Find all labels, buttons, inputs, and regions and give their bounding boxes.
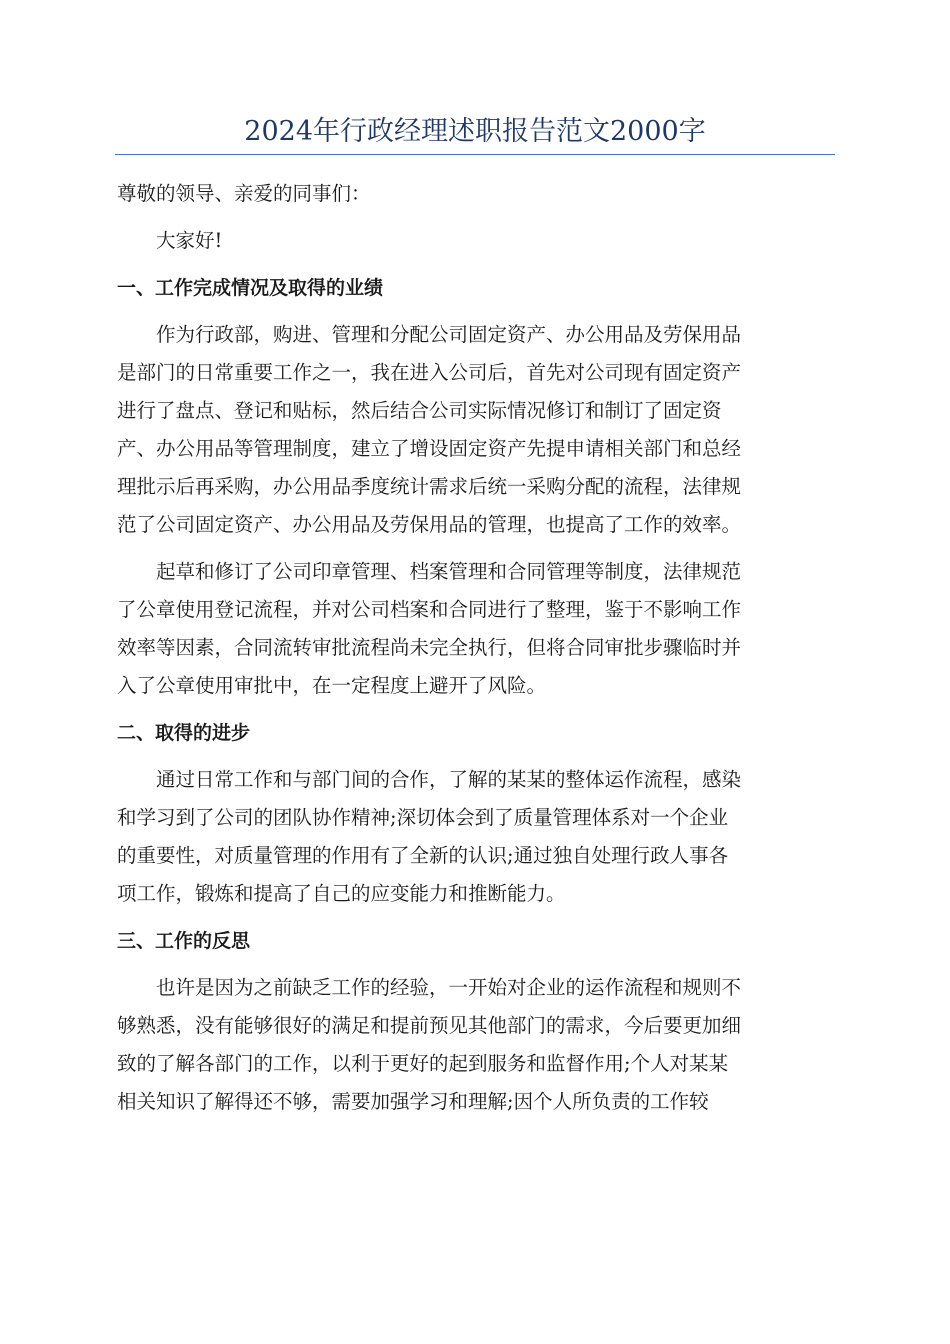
paragraph-line: 相关知识了解得还不够，需要加强学习和理解;因个人所负责的工作较 — [117, 1090, 709, 1113]
paragraph-line: 也许是因为之前缺乏工作的经验，一开始对企业的运作流程和规则不 — [156, 976, 742, 999]
body-paragraph — [117, 316, 833, 544]
body-paragraph — [117, 761, 833, 913]
paragraph-line: 产、办公用品等管理制度，建立了增设固定资产先提申请相关部门和总经 — [117, 437, 742, 460]
title-underline — [115, 154, 835, 155]
document-title: 2024年行政经理述职报告范文2000字 — [244, 116, 706, 147]
paragraph-line: 进行了盘点、登记和贴标，然后结合公司实际情况修订和制订了固定资 — [117, 399, 722, 422]
body-paragraph — [117, 553, 833, 705]
paragraph-line: 和学习到了公司的团队协作精神;深切体会到了质量管理体系对一个企业 — [117, 806, 729, 829]
sections-container — [117, 269, 833, 1121]
section-heading: 三、工作的反思 — [117, 930, 251, 952]
greeting: 大家好! — [156, 229, 223, 252]
document-body — [117, 175, 833, 1121]
section-heading: 二、取得的进步 — [117, 722, 251, 744]
paragraph-line: 作为行政部，购进、管理和分配公司固定资产、办公用品及劳保用品 — [156, 323, 742, 346]
paragraph-line: 通过日常工作和与部门间的合作，了解的某某的整体运作流程，感染 — [156, 768, 742, 791]
paragraph-line: 项工作，锻炼和提高了自己的应变能力和推断能力。 — [117, 882, 566, 905]
body-paragraph — [117, 969, 833, 1121]
paragraph-line: 理批示后再采购，办公用品季度统计需求后统一采购分配的流程，法律规 — [117, 475, 742, 498]
paragraph-line: 起草和修订了公司印章管理、档案管理和合同管理等制度，法律规范 — [156, 560, 742, 583]
paragraph-line: 够熟悉，没有能够很好的满足和提前预见其他部门的需求，今后要更加细 — [117, 1014, 742, 1037]
salutation: 尊敬的领导、亲爱的同事们： — [117, 182, 371, 205]
paragraph-line: 范了公司固定资产、办公用品及劳保用品的管理，也提高了工作的效率。 — [117, 513, 742, 536]
paragraph-line: 致的了解各部门的工作，以利于更好的起到服务和监督作用;个人对某某 — [117, 1052, 729, 1075]
paragraph-line: 是部门的日常重要工作之一，我在进入公司后，首先对公司现有固定资产 — [117, 361, 742, 384]
paragraph-line: 了公章使用登记流程，并对公司档案和合同进行了整理，鉴于不影响工作 — [117, 598, 742, 621]
paragraph-line: 效率等因素，合同流转审批流程尚未完全执行，但将合同审批步骤临时并 — [117, 636, 742, 659]
paragraph-line: 的重要性，对质量管理的作用有了全新的认识;通过独自处理行政人事各 — [117, 844, 729, 867]
section-heading: 一、工作完成情况及取得的业绩 — [117, 277, 384, 299]
paragraph-line: 入了公章使用审批中，在一定程度上避开了风险。 — [117, 674, 547, 697]
